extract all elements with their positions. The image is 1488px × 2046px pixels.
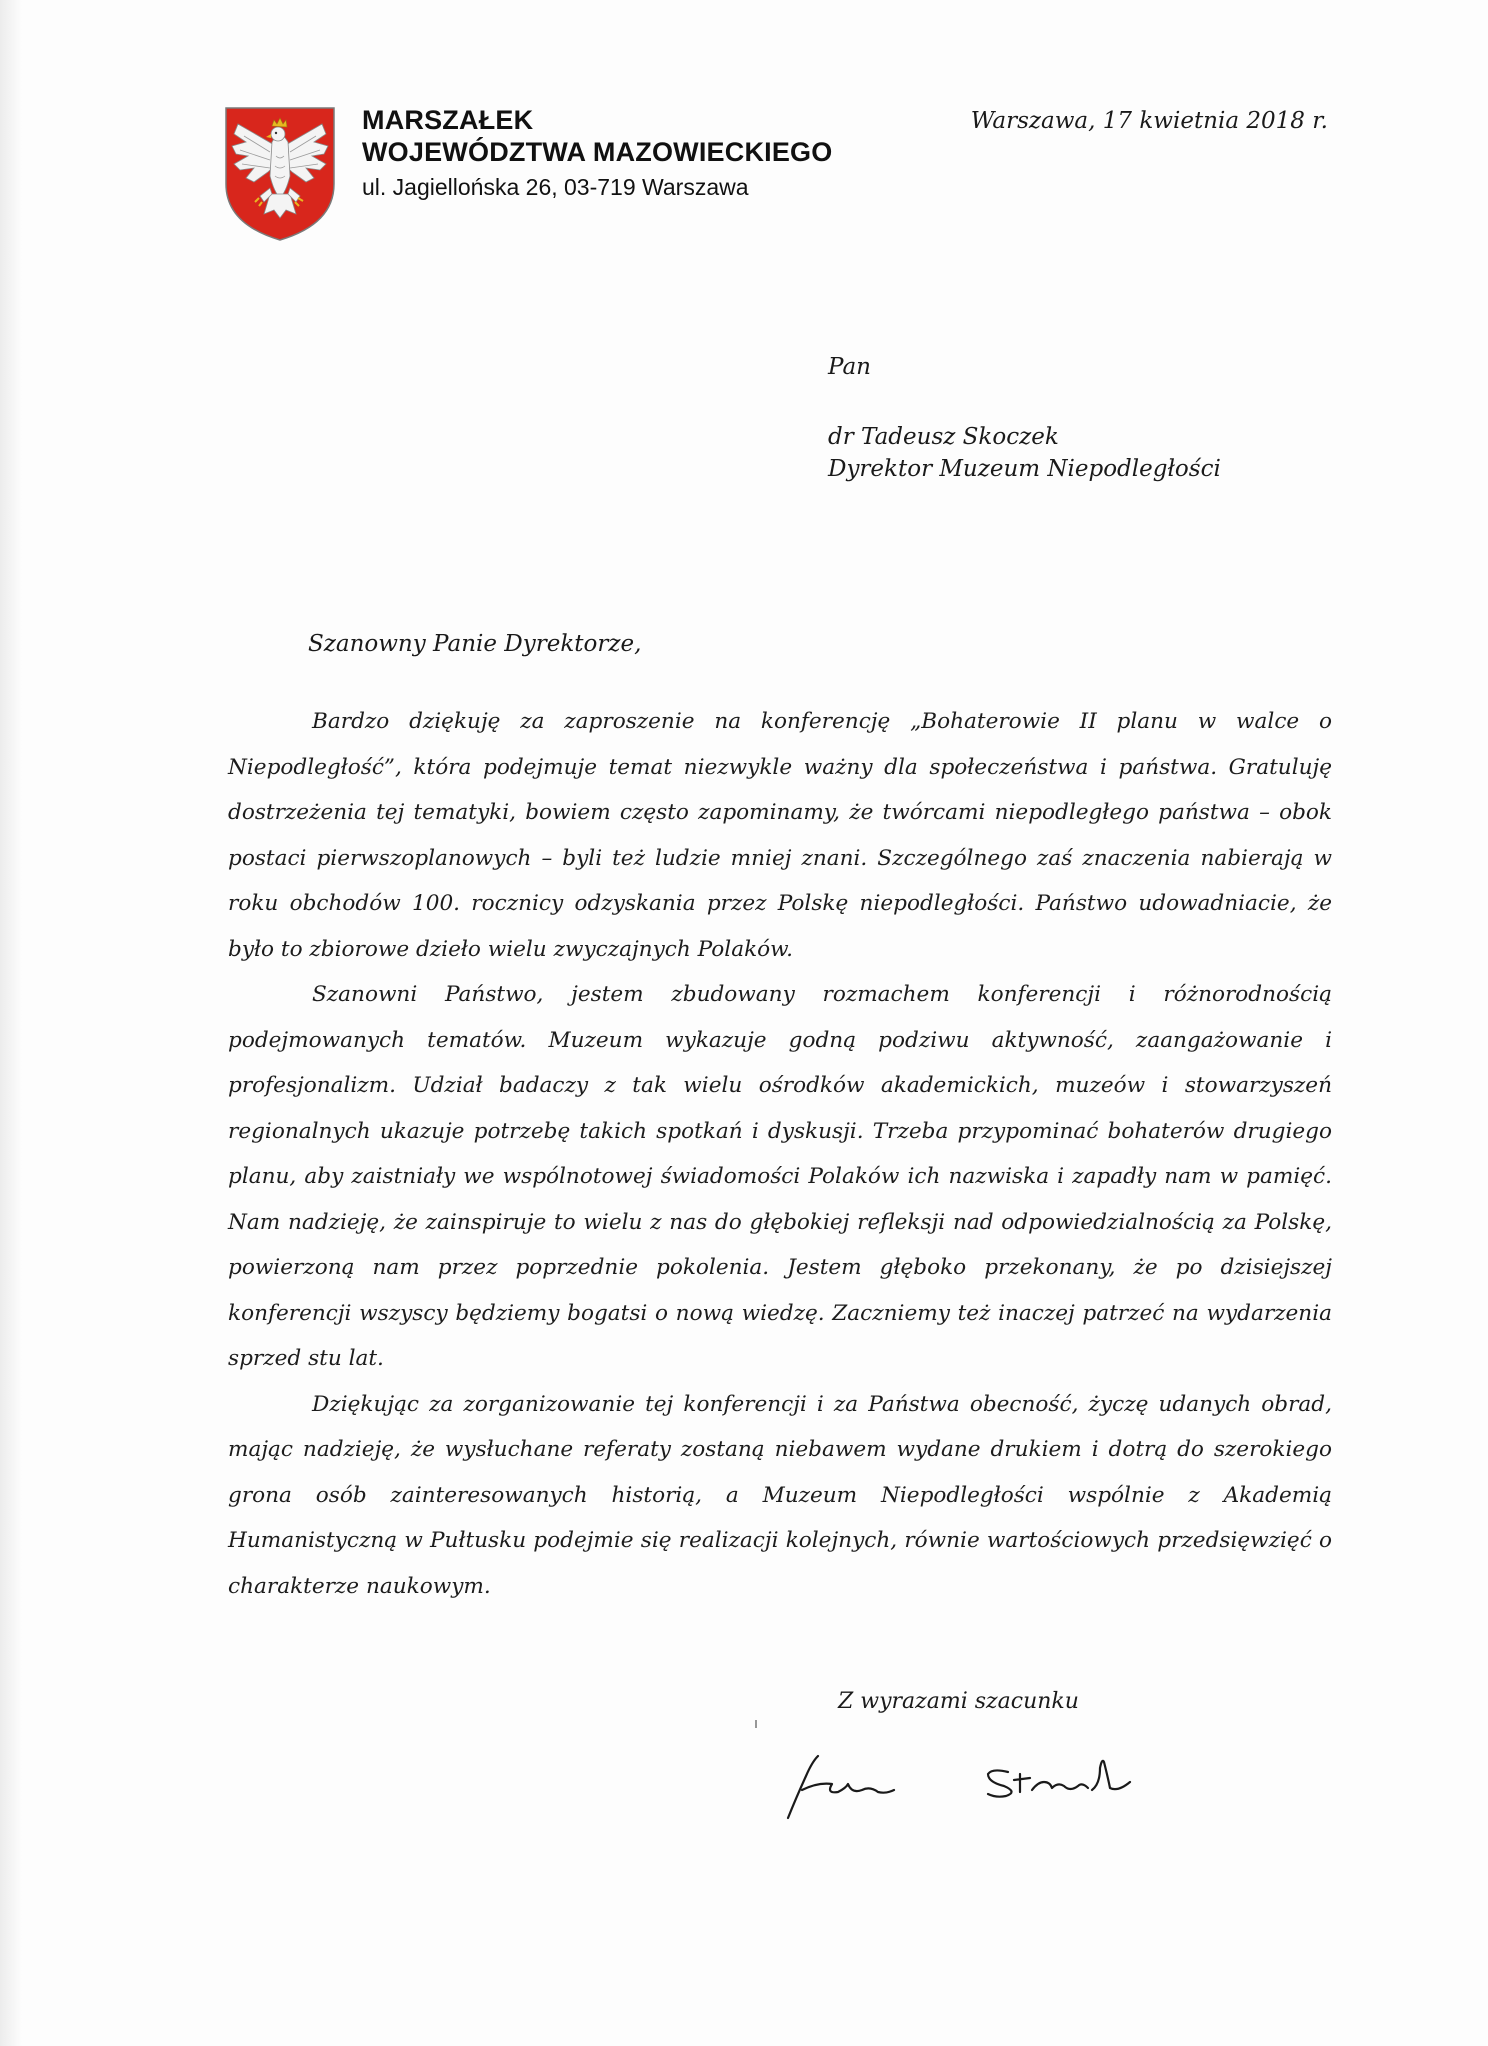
- org-name-line2: WOJEWÓDZTWA MAZOWIECKIEGO: [362, 137, 833, 167]
- sender-header: [362, 104, 832, 204]
- letter-date: Warszawa, 17 kwietnia 2018 r.: [970, 108, 1328, 134]
- org-address: ul. Jagiellońska 26, 03-719 Warszawa: [362, 174, 749, 200]
- pen-mark: [754, 1720, 758, 1728]
- recipient-title: Dyrektor Muzeum Niepodległości: [828, 456, 1221, 482]
- letter-body: [228, 699, 1332, 1609]
- body-paragraph: Dziękując za zorganizowanie tej konferencji i za Państwa obecność, życzę udanych obrad, mając nadzieję, że wysłuchane referaty zostaną niebawem wydane drukiem i dotrą do szerokiego grona osób zainteresowanych historią, a Muzeum Niepodległości wspólnie z Akademią Humanistyczną w Pułtusku podejmie się realizacji kolejnych, równie wartościowych przedsięwzięć o charakterze naukowym.: [228, 1391, 1332, 1599]
- org-name-line1: MARSZAŁEK: [362, 105, 534, 135]
- body-paragraph: Bardzo dziękuję za zaproszenie na konferencję „Bohaterowie II planu w walce o Niepodległość”, która podejmuje temat niezwykle ważny dla społeczeństwa i państwa. Gratuluję dostrzeżenia tej tematyki, bowiem często zapominamy, że twórcami niepodległego państwa – obok postaci pierwszoplanowych – byli też ludzie mniej znani. Szczególnego zaś znaczenia nabierają w roku obchodów 100. rocznicy odzyskania przez Polskę niepodległości. Państwo udowadniacie, że było to zbiorowe dzieło wielu zwyczajnych Polaków.: [228, 709, 1332, 962]
- recipient-name: dr Tadeusz Skoczek: [828, 424, 1059, 450]
- recipient-salutation: Pan: [828, 354, 871, 380]
- handwritten-signature: [782, 1738, 1142, 1824]
- body-paragraph: Szanowni Państwo, jestem zbudowany rozmachem konferencji i różnorodnością podejmowanych tematów. Muzeum wykazuje godną podziwu aktywność, zaangażowanie i profesjonalizm. Udział badaczy z tak wielu ośrodków akademickich, muzeów i stowarzyszeń regionalnych ukazuje potrzebę takich spotkań i dyskusji. Trzeba przypominać bohaterów drugiego planu, aby zaistniały we wspólnotowej świadomości Polaków ich nazwiska i zapadły nam w pamięć. Nam nadzieję, że zainspiruje to wielu z nas do głębokiej refleksji nad odpowiedzialnością za Polskę, powierzoną nam przez poprzednie pokolenia. Jestem głęboko przekonany, że po dzisiejszej konferencji wszyscy będziemy bogatsi o nową wiedzę. Zaczniemy też inaczej patrzeć na wydarzenia sprzed stu lat.: [228, 982, 1332, 1371]
- coat-of-arms-icon: [224, 106, 336, 242]
- scan-edge: [0, 0, 22, 2046]
- salutation: Szanowny Panie Dyrektorze,: [308, 631, 642, 657]
- closing-phrase: Z wyrazami szacunku: [838, 1689, 1079, 1714]
